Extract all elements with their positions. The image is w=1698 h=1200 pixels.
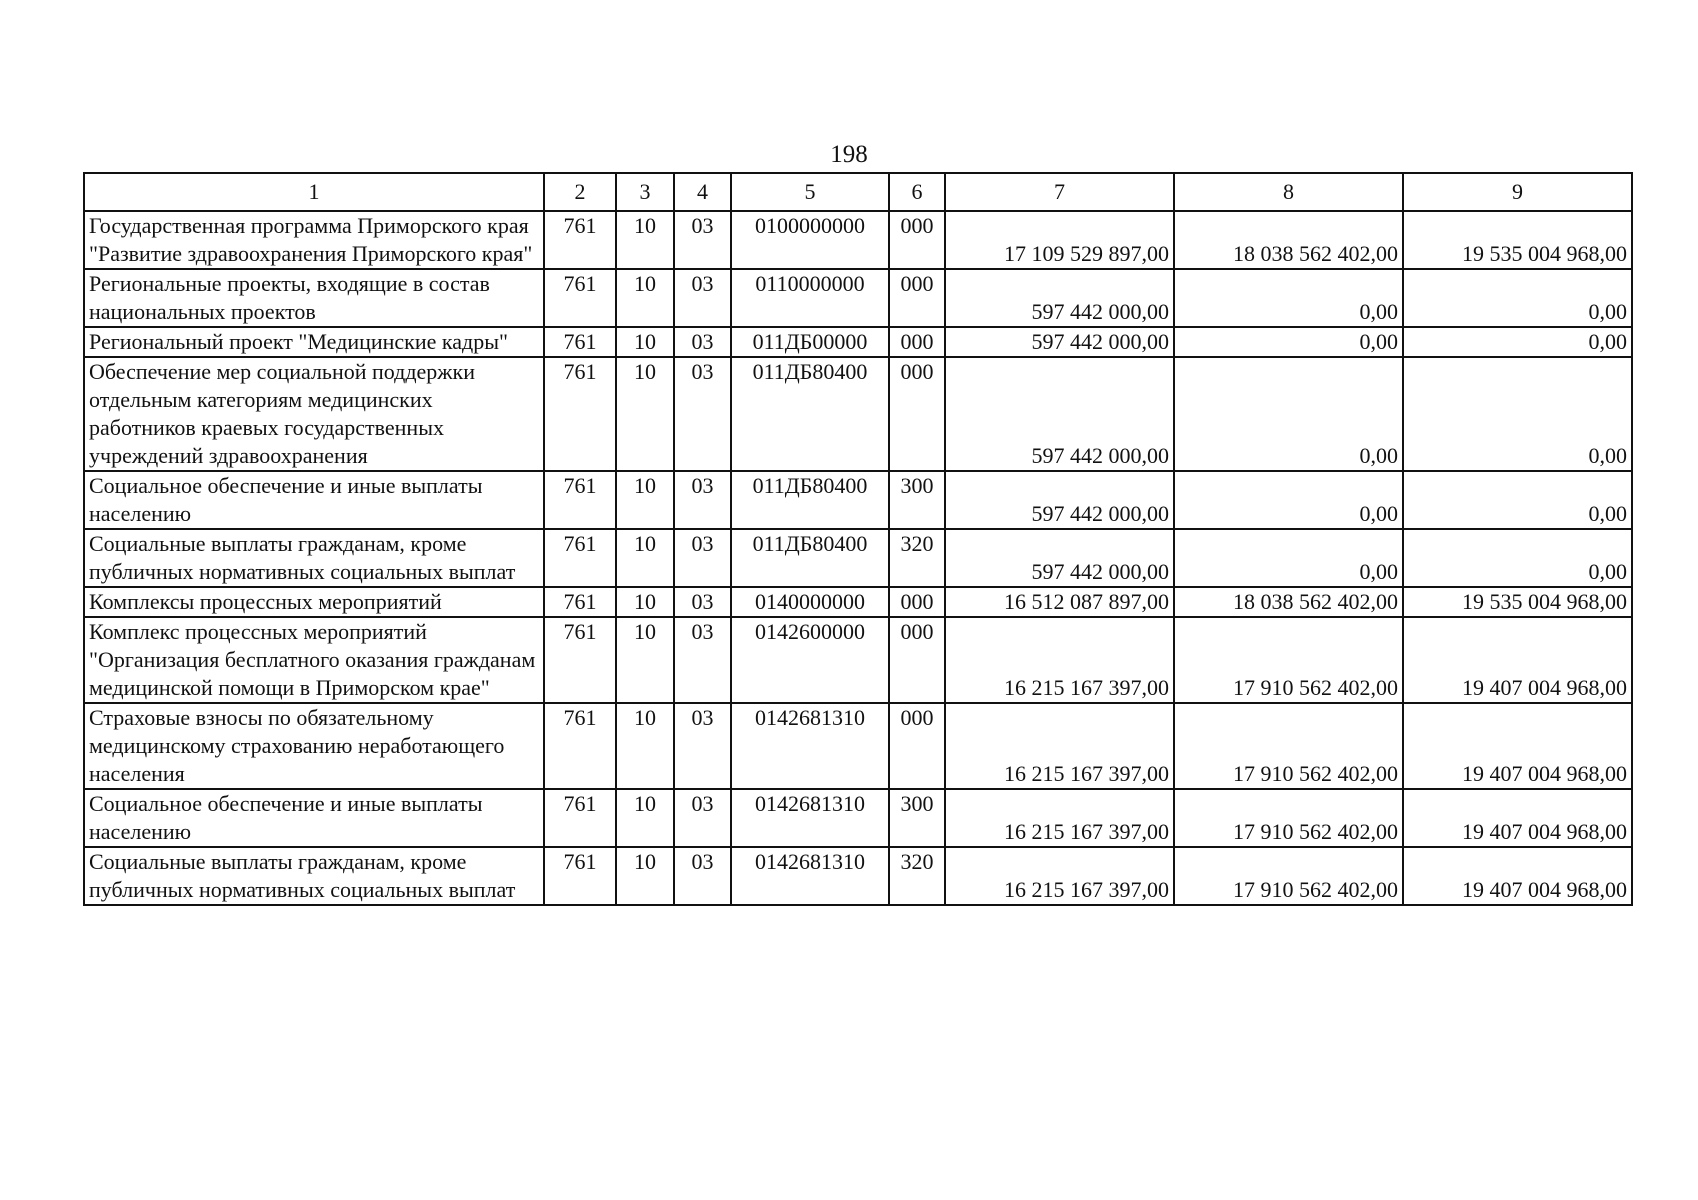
- cell-col8: 17 910 562 402,00: [1174, 847, 1403, 905]
- cell-col8: 0,00: [1174, 357, 1403, 471]
- cell-col8: 0,00: [1174, 327, 1403, 357]
- row-name: Страховые взносы по обязательному медицинскому страхованию неработающего населения: [84, 703, 544, 789]
- table-row: [84, 211, 1632, 269]
- cell-col8: 17 910 562 402,00: [1174, 789, 1403, 847]
- cell-col4: 03: [674, 617, 731, 703]
- column-number-header-row: [84, 173, 1632, 211]
- cell-col4: 03: [674, 471, 731, 529]
- row-name: Государственная программа Приморского края "Развитие здравоохранения Приморского края": [84, 211, 544, 269]
- cell-col2: 761: [544, 529, 616, 587]
- cell-col2: 761: [544, 211, 616, 269]
- cell-col8: 18 038 562 402,00: [1174, 211, 1403, 269]
- cell-col4: 03: [674, 789, 731, 847]
- cell-col4: 03: [674, 269, 731, 327]
- cell-col8: 0,00: [1174, 471, 1403, 529]
- cell-col3: 10: [616, 529, 674, 587]
- cell-col5: 0142681310: [731, 703, 889, 789]
- cell-col6: 000: [889, 703, 945, 789]
- cell-col3: 10: [616, 789, 674, 847]
- column-header: 5: [731, 173, 889, 211]
- cell-col7: 597 442 000,00: [945, 529, 1174, 587]
- row-name: Социальные выплаты гражданам, кроме публичных нормативных социальных выплат: [84, 529, 544, 587]
- cell-col4: 03: [674, 587, 731, 617]
- cell-col5: 011ДБ80400: [731, 471, 889, 529]
- cell-col7: 16 215 167 397,00: [945, 789, 1174, 847]
- cell-col2: 761: [544, 847, 616, 905]
- cell-col5: 0110000000: [731, 269, 889, 327]
- cell-col9: 0,00: [1403, 327, 1632, 357]
- cell-col2: 761: [544, 587, 616, 617]
- cell-col7: 597 442 000,00: [945, 357, 1174, 471]
- column-header: 8: [1174, 173, 1403, 211]
- cell-col3: 10: [616, 617, 674, 703]
- cell-col2: 761: [544, 327, 616, 357]
- table-row: [84, 327, 1632, 357]
- cell-col5: 011ДБ80400: [731, 357, 889, 471]
- cell-col6: 000: [889, 357, 945, 471]
- cell-col4: 03: [674, 529, 731, 587]
- cell-col2: 761: [544, 269, 616, 327]
- cell-col7: 16 215 167 397,00: [945, 847, 1174, 905]
- cell-col6: 300: [889, 471, 945, 529]
- cell-col6: 320: [889, 529, 945, 587]
- cell-col6: 000: [889, 617, 945, 703]
- table-row: [84, 617, 1632, 703]
- table-row: [84, 269, 1632, 327]
- cell-col3: 10: [616, 357, 674, 471]
- page-number: 198: [830, 141, 868, 168]
- cell-col7: 16 215 167 397,00: [945, 617, 1174, 703]
- cell-col8: 18 038 562 402,00: [1174, 587, 1403, 617]
- cell-col3: 10: [616, 703, 674, 789]
- cell-col8: 17 910 562 402,00: [1174, 617, 1403, 703]
- table-row: [84, 529, 1632, 587]
- column-header: 9: [1403, 173, 1632, 211]
- cell-col3: 10: [616, 211, 674, 269]
- table-row: [84, 471, 1632, 529]
- cell-col4: 03: [674, 703, 731, 789]
- cell-col5: 011ДБ80400: [731, 529, 889, 587]
- table-row: [84, 587, 1632, 617]
- cell-col2: 761: [544, 471, 616, 529]
- cell-col6: 000: [889, 269, 945, 327]
- table-row: [84, 789, 1632, 847]
- cell-col9: 0,00: [1403, 357, 1632, 471]
- row-name: Региональные проекты, входящие в состав национальных проектов: [84, 269, 544, 327]
- column-header: 2: [544, 173, 616, 211]
- cell-col8: 0,00: [1174, 269, 1403, 327]
- column-header: 1: [84, 173, 544, 211]
- cell-col4: 03: [674, 211, 731, 269]
- cell-col9: 19 407 004 968,00: [1403, 847, 1632, 905]
- row-name: Комплексы процессных мероприятий: [84, 587, 544, 617]
- cell-col5: 0142681310: [731, 789, 889, 847]
- cell-col5: 011ДБ00000: [731, 327, 889, 357]
- cell-col6: 000: [889, 587, 945, 617]
- cell-col2: 761: [544, 789, 616, 847]
- cell-col9: 0,00: [1403, 471, 1632, 529]
- cell-col2: 761: [544, 357, 616, 471]
- cell-col8: 17 910 562 402,00: [1174, 703, 1403, 789]
- row-name: Комплекс процессных мероприятий "Организация бесплатного оказания гражданам медицинской помощи в Приморском крае": [84, 617, 544, 703]
- cell-col9: 19 535 004 968,00: [1403, 587, 1632, 617]
- cell-col7: 597 442 000,00: [945, 471, 1174, 529]
- table-row: [84, 357, 1632, 471]
- row-name: Социальное обеспечение и иные выплаты населению: [84, 789, 544, 847]
- cell-col7: 16 512 087 897,00: [945, 587, 1174, 617]
- cell-col3: 10: [616, 269, 674, 327]
- cell-col5: 0100000000: [731, 211, 889, 269]
- cell-col7: 597 442 000,00: [945, 327, 1174, 357]
- cell-col5: 0142681310: [731, 847, 889, 905]
- cell-col9: 19 535 004 968,00: [1403, 211, 1632, 269]
- cell-col2: 761: [544, 617, 616, 703]
- cell-col4: 03: [674, 357, 731, 471]
- cell-col9: 0,00: [1403, 529, 1632, 587]
- column-header: 4: [674, 173, 731, 211]
- cell-col4: 03: [674, 847, 731, 905]
- cell-col8: 0,00: [1174, 529, 1403, 587]
- table-row: [84, 703, 1632, 789]
- table-row: [84, 847, 1632, 905]
- cell-col6: 000: [889, 327, 945, 357]
- column-header: 6: [889, 173, 945, 211]
- cell-col5: 0140000000: [731, 587, 889, 617]
- row-name: Региональный проект "Медицинские кадры": [84, 327, 544, 357]
- budget-table: [83, 172, 1633, 906]
- row-name: Обеспечение мер социальной поддержки отдельным категориям медицинских работников краевых государственных учреждений здравоохранения: [84, 357, 544, 471]
- cell-col3: 10: [616, 471, 674, 529]
- cell-col3: 10: [616, 587, 674, 617]
- cell-col7: 597 442 000,00: [945, 269, 1174, 327]
- cell-col5: 0142600000: [731, 617, 889, 703]
- cell-col6: 000: [889, 211, 945, 269]
- cell-col7: 16 215 167 397,00: [945, 703, 1174, 789]
- cell-col2: 761: [544, 703, 616, 789]
- cell-col9: 0,00: [1403, 269, 1632, 327]
- cell-col3: 10: [616, 327, 674, 357]
- cell-col9: 19 407 004 968,00: [1403, 617, 1632, 703]
- column-header: 3: [616, 173, 674, 211]
- cell-col9: 19 407 004 968,00: [1403, 789, 1632, 847]
- row-name: Социальное обеспечение и иные выплаты населению: [84, 471, 544, 529]
- row-name: Социальные выплаты гражданам, кроме публичных нормативных социальных выплат: [84, 847, 544, 905]
- cell-col4: 03: [674, 327, 731, 357]
- column-header: 7: [945, 173, 1174, 211]
- cell-col6: 300: [889, 789, 945, 847]
- cell-col7: 17 109 529 897,00: [945, 211, 1174, 269]
- cell-col9: 19 407 004 968,00: [1403, 703, 1632, 789]
- cell-col3: 10: [616, 847, 674, 905]
- cell-col6: 320: [889, 847, 945, 905]
